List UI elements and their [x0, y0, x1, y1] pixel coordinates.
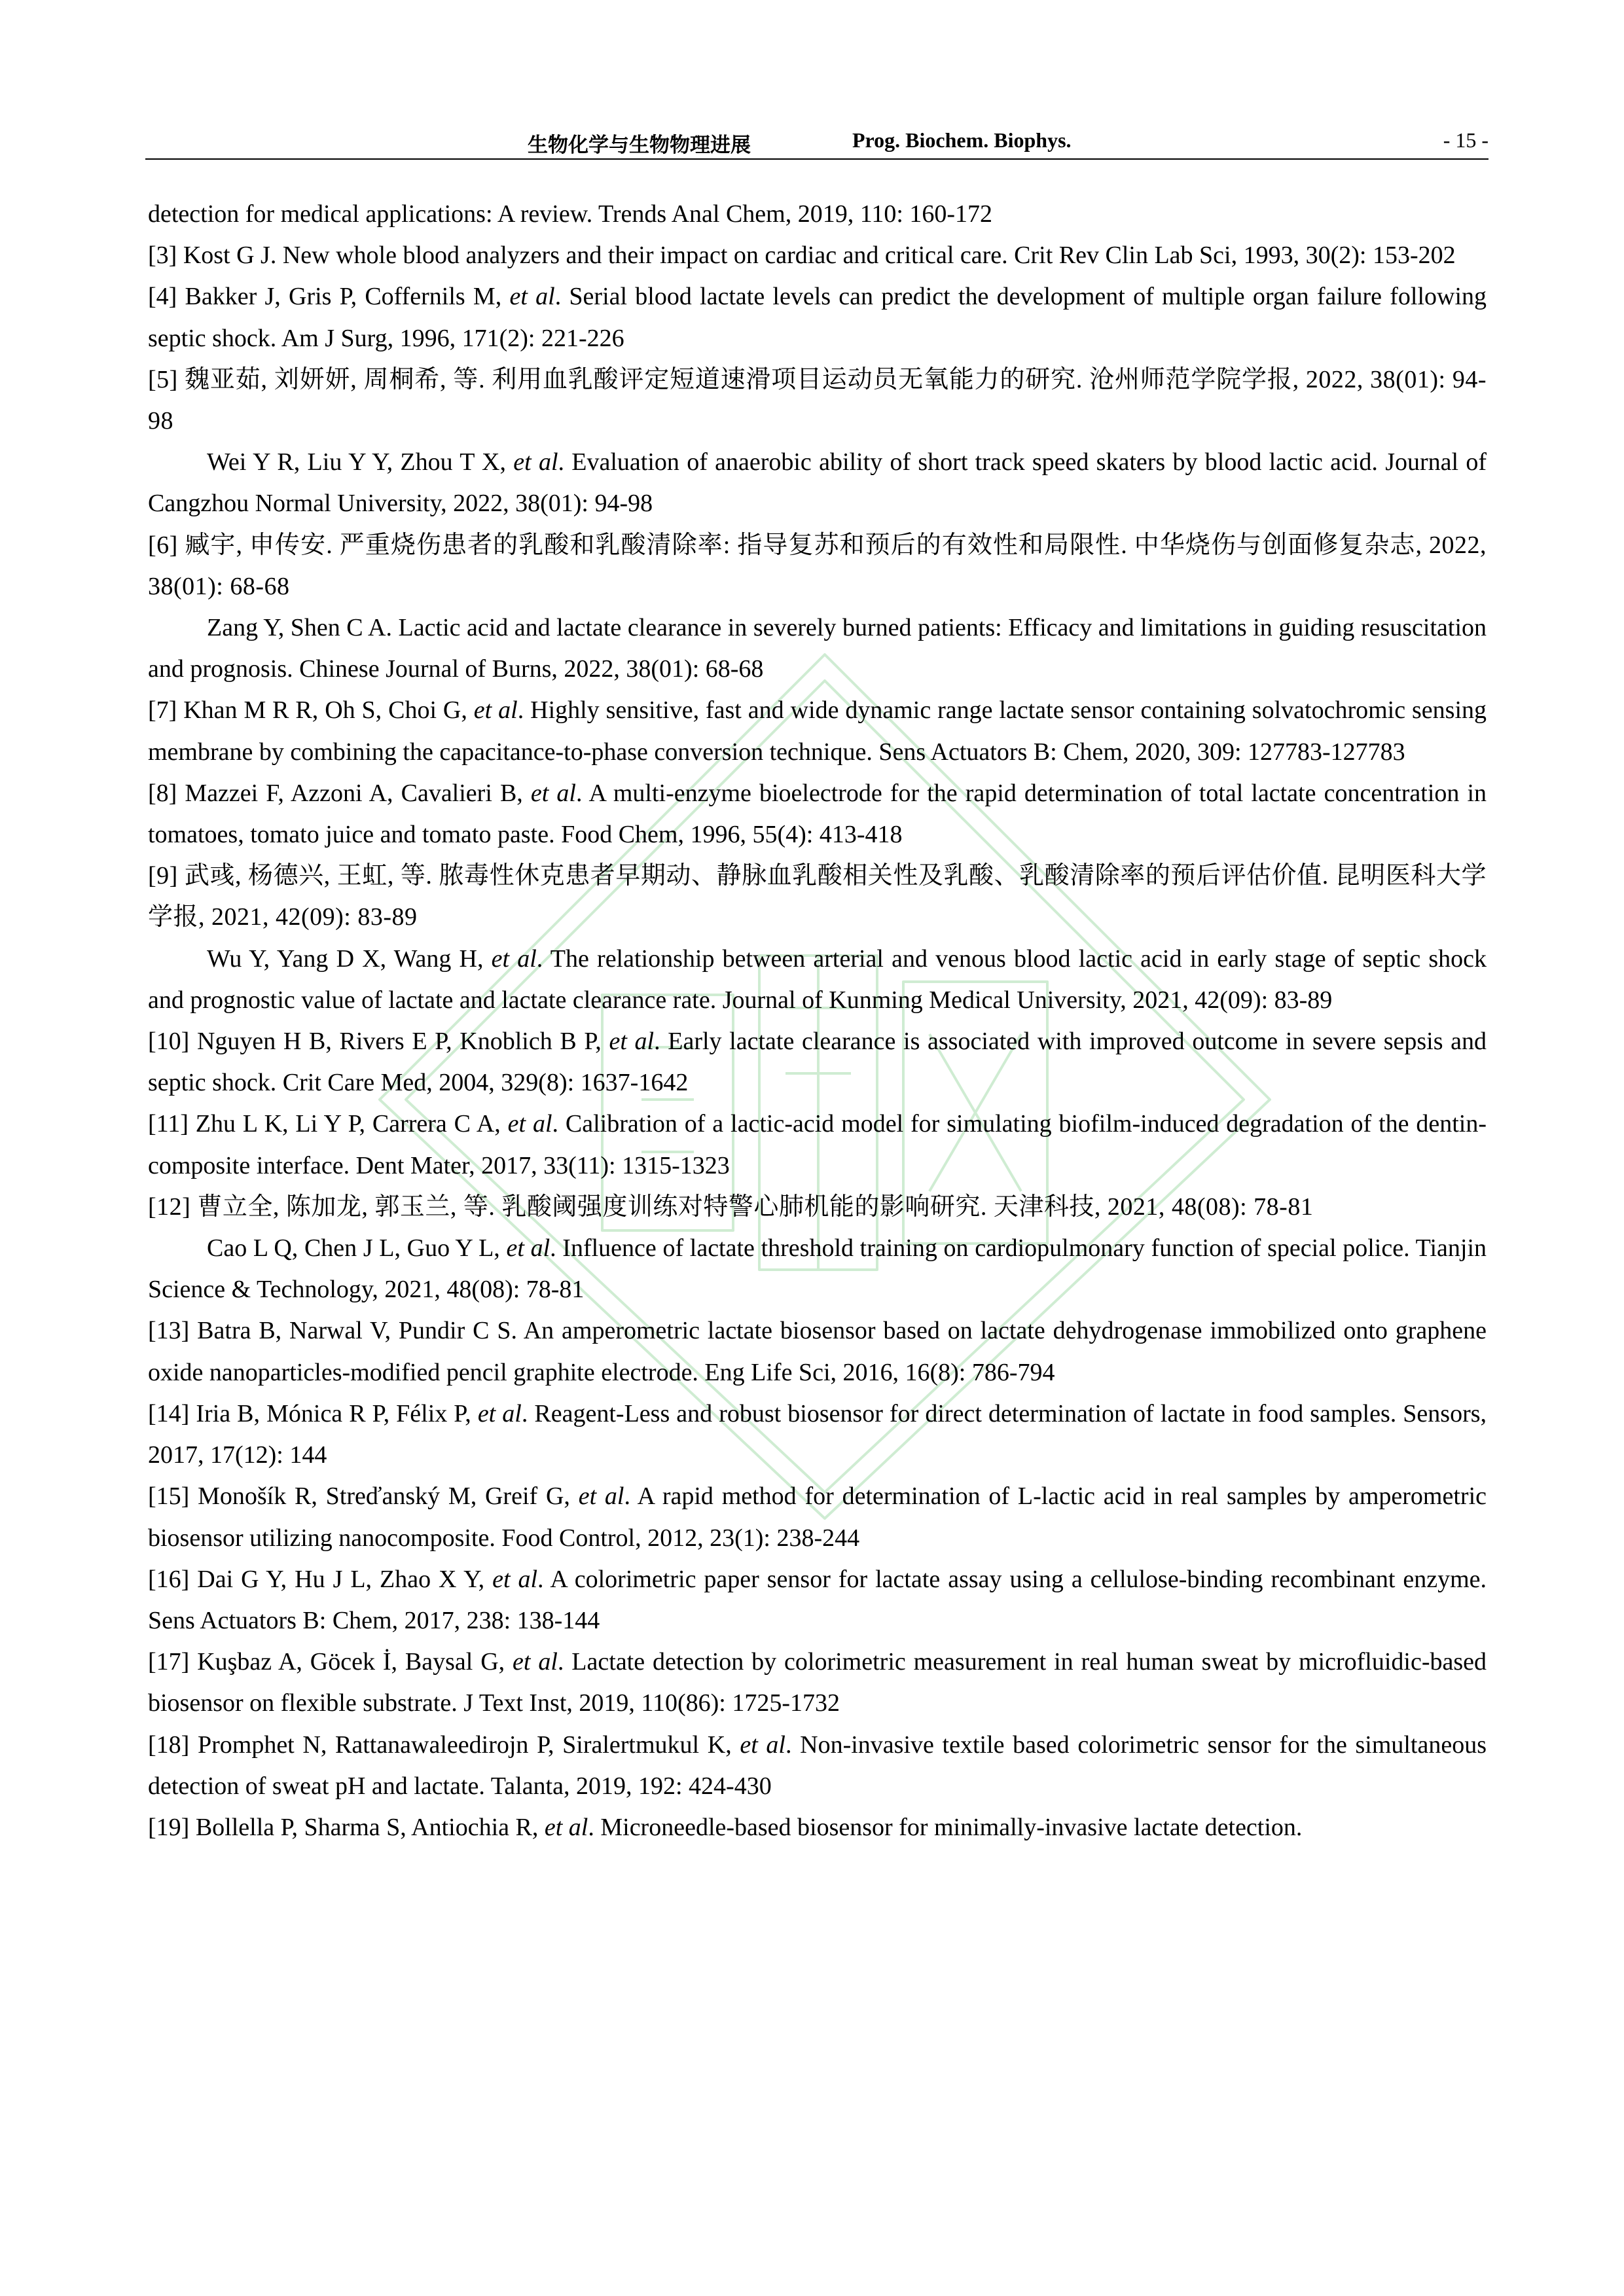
reference-label: [19]: [148, 1813, 190, 1841]
reference-entry: [148, 1725, 1487, 1807]
running-header: [145, 126, 1489, 160]
reference-details: . Reagent-Less and robust biosensor for direct determination of lactate in food samples. Sensors, 2017, 17(12): 144: [148, 1399, 1487, 1469]
reference-details: . A colorimetric paper sensor for lactate assay using a cellulose-binding recombinant enzyme. Sens Actuators B: Chem, 2017, 238: 138-144: [148, 1565, 1487, 1634]
reference-authors: Bakker J, Gris P, Coffernils M,: [185, 283, 502, 311]
reference-et-al: et al: [530, 779, 576, 807]
reference-details: . Lactate detection by colorimetric measurement in real human sweat by microfluidic-based biosensor on flexible substrate. J Text Inst, 2019, 110(86): 1725-1732: [148, 1648, 1487, 1717]
reference-entry: [148, 1476, 1487, 1558]
reference-et-al: et al: [491, 944, 537, 973]
reference-details: . New whole blood analyzers and their impact on cardiac and critical care. Crit Rev Clin Lab Sci, 1993, 30(2): 153-202: [270, 242, 1456, 270]
reference-label: [13]: [148, 1317, 190, 1345]
reference-label: [10]: [148, 1028, 190, 1056]
reference-label: [6]: [148, 531, 178, 559]
reference-et-al: et al: [740, 1731, 785, 1759]
reference-authors: Zang Y, Shen C A: [207, 614, 386, 642]
reference-authors: Batra B, Narwal V, Pundir C S: [197, 1317, 511, 1345]
reference-details: . Serial blood lactate levels can predict the development of multiple organ failure following septic shock. Am J Surg, 1996, 171(2): 221-226: [148, 283, 1487, 352]
reference-authors: Dai G Y, Hu J L, Zhao X Y,: [197, 1565, 485, 1593]
reference-text: 武彧, 杨德兴, 王虹, 等. 脓毒性休克患者早期动、静脉血乳酸相关性及乳酸、乳酸清除率的预后评估价值. 昆明医科大学学报, 2021, 42(09): 83-89: [148, 862, 1487, 931]
reference-et-al: et al: [473, 696, 518, 725]
reference-authors: Cao L Q, Chen J L, Guo Y L,: [207, 1234, 500, 1263]
reference-details: . Early lactate clearance is associated with improved outcome in severe sepsis and septic shock. Crit Care Med, 2004, 329(8): 1637-1642: [148, 1028, 1487, 1097]
reference-authors: Zhu L K, Li Y P, Carrera C A,: [195, 1110, 501, 1138]
reference-label: [9]: [148, 862, 178, 890]
reference-authors: Mazzei F, Azzoni A, Cavalieri B,: [185, 779, 523, 807]
reference-authors: Bollella P, Sharma S, Antiochia R,: [195, 1813, 539, 1841]
reference-details: . Calibration of a lactic-acid model for simulating biofilm-induced degradation of the dentin-composite interface. Dent Mater, 2017, 33(11): 1315-1323: [148, 1110, 1487, 1179]
reference-text: 臧宇, 申传安. 严重烧伤患者的乳酸和乳酸清除率: 指导复苏和预后的有效性和局限性. 中华烧伤与创面修复杂志, 2022, 38(01): 68-68: [148, 531, 1487, 600]
reference-et-al: et al: [609, 1028, 655, 1056]
reference-entry: [148, 276, 1487, 359]
reference-authors: Iria B, Mónica R P, Félix P,: [196, 1399, 471, 1427]
reference-et-al: et al: [578, 1482, 624, 1511]
reference-entry: [148, 1103, 1487, 1186]
reference-authors: Wei Y R, Liu Y Y, Zhou T X,: [207, 448, 506, 476]
reference-entry: [148, 1559, 1487, 1641]
reference-et-al: et al: [492, 1565, 538, 1593]
reference-entry: [148, 359, 1487, 442]
reference-authors: Nguyen H B, Rivers E P, Knoblich B P,: [196, 1028, 602, 1056]
reference-authors: Wu Y, Yang D X, Wang H,: [207, 944, 484, 973]
reference-label: [5]: [148, 365, 178, 393]
reference-et-al: et al: [513, 448, 558, 476]
reference-entry: [148, 235, 1487, 276]
reference-label: [18]: [148, 1731, 190, 1759]
reference-authors: Monošík R, Streďanský M, Greif G,: [198, 1482, 570, 1511]
reference-list: [148, 194, 1487, 1848]
reference-et-al: et al: [507, 1110, 552, 1138]
reference-details: . Non-invasive textile based colorimetric sensor for the simultaneous detection of sweat pH and lactate. Talanta, 2019, 192: 424-430: [148, 1731, 1487, 1800]
page-number: - 15 -: [1443, 128, 1489, 152]
reference-entry: [148, 1228, 1487, 1310]
reference-entry: [148, 607, 1487, 690]
reference-entry: [148, 939, 1487, 1021]
reference-label: [11]: [148, 1110, 189, 1138]
reference-details: . Lactic acid and lactate clearance in severely burned patients: Efficacy and limitations in guiding resuscitation and prognosis. Chinese Journal of Burns, 2022, 38(01): 68-68: [148, 614, 1487, 683]
reference-authors: Promphet N, Rattanawaleedirojn P, Siralertmukul K,: [197, 1731, 732, 1759]
reference-details: . A rapid method for determination of L-lactic acid in real samples by amperometric biosensor utilizing nanocomposite. Food Control, 2012, 23(1): 238-244: [148, 1482, 1487, 1552]
reference-label: [4]: [148, 283, 177, 311]
reference-entry: [148, 1393, 1487, 1476]
reference-label: [17]: [148, 1648, 190, 1676]
reference-details: . A multi-enzyme bioelectrode for the rapid determination of total lactate concentration in tomatoes, tomato juice and tomato paste. Food Chem, 1996, 55(4): 413-418: [148, 779, 1487, 849]
reference-label: [8]: [148, 779, 177, 807]
journal-title-chinese: 生物化学与生物物理进展: [528, 134, 751, 156]
reference-authors: Kost G J: [183, 242, 270, 270]
reference-et-al: et al: [506, 1234, 550, 1263]
journal-title-english: Prog. Biochem. Biophys.: [852, 128, 1072, 152]
reference-entry: [148, 1187, 1487, 1228]
reference-entry: [148, 194, 1487, 235]
reference-details: . Microneedle-based biosensor for minimally-invasive lactate detection.: [588, 1813, 1303, 1841]
reference-text: 魏亚茹, 刘妍妍, 周桐希, 等. 利用血乳酸评定短道速滑项目运动员无氧能力的研究. 沧州师范学院学报, 2022, 38(01): 94-98: [148, 365, 1487, 435]
reference-entry: [148, 855, 1487, 938]
reference-label: [14]: [148, 1399, 190, 1427]
reference-entry: [148, 1807, 1487, 1848]
reference-et-al: et al: [513, 1648, 558, 1676]
reference-entry: [148, 773, 1487, 855]
reference-label: [16]: [148, 1565, 190, 1593]
reference-details: . Highly sensitive, fast and wide dynamic range lactate sensor containing solvatochromic sensing membrane by combining the capacitance-to-phase conversion technique. Sens Actuators B: Chem, 2020, 309: 127783-127783: [148, 696, 1487, 766]
reference-label: [15]: [148, 1482, 190, 1511]
reference-et-al: et al: [477, 1399, 522, 1427]
reference-entry: [148, 690, 1487, 772]
reference-text: 曹立全, 陈加龙, 郭玉兰, 等. 乳酸阈强度训练对特警心肺机能的影响研究. 天津科技, 2021, 48(08): 78-81: [197, 1193, 1314, 1221]
reference-et-al: et al: [544, 1813, 588, 1841]
reference-authors: Kuşbaz A, Göcek İ, Baysal G,: [197, 1648, 505, 1676]
reference-entry: [148, 1310, 1487, 1393]
reference-label: [12]: [148, 1193, 191, 1221]
reference-authors: Khan M R R, Oh S, Choi G,: [183, 696, 467, 725]
reference-entry: [148, 1021, 1487, 1103]
reference-details: . The relationship between arterial and venous blood lactic acid in early stage of septic shock and prognostic value of lactate and lactate clearance rate. Journal of Kunming Medical University, 2021, 42(09): 83-89: [148, 944, 1487, 1014]
reference-label: [3]: [148, 242, 177, 270]
reference-et-al: et al: [509, 283, 555, 311]
reference-label: [7]: [148, 696, 177, 725]
reference-details: . Influence of lactate threshold training on cardiopulmonary function of special police. Tianjin Science & Technology, 2021, 48(08): 78-81: [148, 1234, 1487, 1304]
reference-entry: [148, 525, 1487, 607]
reference-entry: [148, 442, 1487, 524]
reference-details: . Evaluation of anaerobic ability of short track speed skaters by blood lactic acid. Journal of Cangzhou Normal University, 2022, 38(01): 94-98: [148, 448, 1487, 518]
reference-details: . An amperometric lactate biosensor based on lactate dehydrogenase immobilized onto graphene oxide nanoparticles-modified pencil graphite electrode. Eng Life Sci, 2016, 16(8): 786-794: [148, 1317, 1487, 1386]
reference-text: detection for medical applications: A review. Trends Anal Chem, 2019, 110: 160-172: [148, 200, 993, 228]
reference-entry: [148, 1641, 1487, 1724]
